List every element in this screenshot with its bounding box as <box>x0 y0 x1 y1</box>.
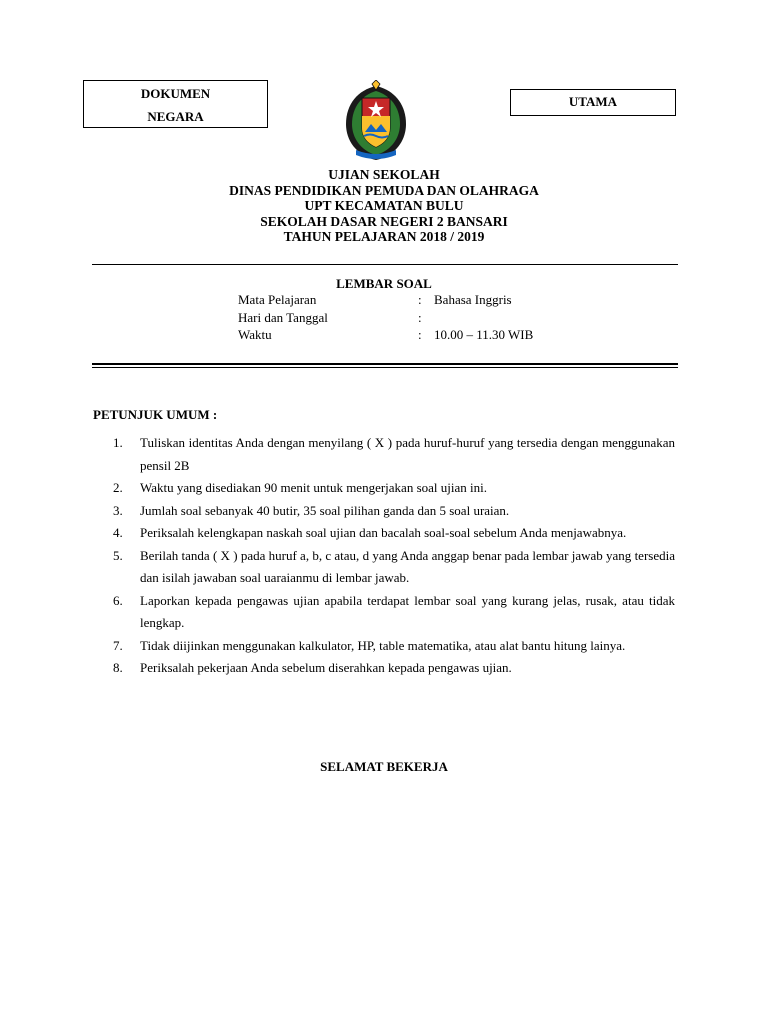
info-value: 10.00 – 11.30 WIB <box>434 327 534 342</box>
document-classification-box <box>83 80 268 128</box>
info-value: Bahasa Inggris <box>434 292 512 307</box>
classification-line-1: DOKUMEN <box>140 86 211 101</box>
exam-heading <box>0 167 768 245</box>
item-text: Periksalah pekerjaan Anda sebelum diserahkan kepada pengawas ujian. <box>140 660 512 675</box>
item-text: Waktu yang disediakan 90 menit untuk mengerjakan soal ujian ini. <box>140 480 487 495</box>
item-text: Tidak diijinkan menggunakan kalkulator, HP, table matematika, atau alat bantu hitung lainya. <box>140 637 626 653</box>
info-colon: : <box>418 327 422 342</box>
heading-line-3: UPT KECAMATAN BULU <box>304 198 464 213</box>
instructions-title: PETUNJUK UMUM : <box>93 407 218 422</box>
divider-bottom-thick <box>92 363 678 365</box>
heading-line-5: TAHUN PELAJARAN 2018 / 2019 <box>283 229 485 244</box>
list-item <box>113 590 675 635</box>
closing-text: SELAMAT BEKERJA <box>320 759 448 774</box>
divider-bottom-thin <box>92 367 678 368</box>
heading-line-4: SEKOLAH DASAR NEGERI 2 BANSARI <box>260 213 508 229</box>
regency-emblem-icon <box>340 80 412 164</box>
instructions-list <box>113 432 675 680</box>
list-item <box>113 522 675 545</box>
info-label: Hari dan Tanggal <box>238 309 328 325</box>
list-item <box>113 635 675 658</box>
item-number: 6. <box>113 592 123 608</box>
exam-info <box>238 292 558 345</box>
item-number: 5. <box>113 547 123 563</box>
item-number: 8. <box>113 660 123 675</box>
item-number: 3. <box>113 502 123 518</box>
item-number: 4. <box>113 525 123 540</box>
list-item <box>113 500 675 523</box>
document-priority-box <box>510 89 676 116</box>
list-item <box>113 545 675 590</box>
list-item <box>113 432 675 477</box>
heading-line-2: DINAS PENDIDIKAN PEMUDA DAN OLAHRAGA <box>229 182 539 198</box>
priority-label: UTAMA <box>568 94 618 109</box>
info-row-subject <box>238 292 558 310</box>
divider-top <box>92 264 678 265</box>
item-text: Tuliskan identitas Anda dengan menyilang ( X ) pada huruf-huruf yang tersedia dengan menggunakan pensil 2B <box>140 435 675 473</box>
info-row-time <box>238 327 558 345</box>
list-item <box>113 477 675 500</box>
info-label: Mata Pelajaran <box>238 292 317 307</box>
item-text: Berilah tanda ( X ) pada huruf a, b, c atau, d yang Anda anggap benar pada lembar jawab yang tersedia dan isilah jawaban soal uaraianmu di lembar jawab. <box>140 547 675 585</box>
item-text: Laporkan kepada pengawas ujian apabila terdapat lembar soal yang kurang jelas, rusak, atau tidak lengkap. <box>140 592 675 630</box>
info-colon: : <box>418 309 422 325</box>
sheet-title: LEMBAR SOAL <box>336 276 432 291</box>
item-text: Jumlah soal sebanyak 40 butir, 35 soal pilihan ganda dan 5 soal uraian. <box>140 502 510 518</box>
info-row-date <box>238 310 558 328</box>
item-text: Periksalah kelengkapan naskah soal ujian dan bacalah soal-soal sebelum Anda menjawabnya. <box>140 525 627 540</box>
classification-line-2: NEGARA <box>147 109 204 124</box>
info-label: Waktu <box>238 327 272 342</box>
info-colon: : <box>418 292 422 307</box>
list-item <box>113 657 675 680</box>
item-number: 1. <box>113 435 123 450</box>
item-number: 7. <box>113 637 123 653</box>
heading-line-1: UJIAN SEKOLAH <box>328 167 440 182</box>
item-number: 2. <box>113 480 123 495</box>
